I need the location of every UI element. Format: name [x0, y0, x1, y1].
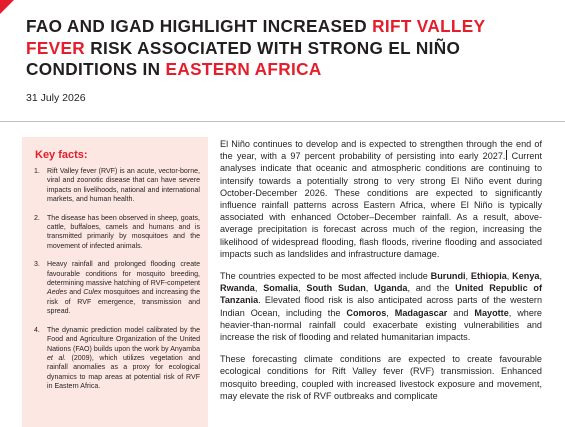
bold-text: United Republic of Tanzania	[220, 283, 543, 306]
text-run: ,	[539, 271, 542, 282]
page-title	[26, 16, 546, 81]
key-fact-text	[47, 214, 200, 252]
key-facts-heading: Key facts:	[35, 149, 88, 161]
article-body	[220, 138, 542, 412]
text-run: Heavy rainfall and prolonged flooding create favourable conditions for mosquito breeding, determining massive hatching of RVF-competent	[47, 261, 200, 288]
key-fact-item	[34, 214, 200, 252]
key-fact-number: 1.	[34, 168, 40, 175]
text-run: The countries expected to be most affected include	[220, 271, 431, 282]
key-fact-text	[47, 167, 200, 205]
text-run: ,	[254, 283, 264, 294]
italic-text: Culex	[83, 289, 102, 297]
bold-text: Ethiopia	[470, 271, 507, 282]
bold-text: Madagascar	[394, 307, 448, 318]
text-run: The dynamic prediction model calibrated by the Food and Agriculture Organization of the United Nations (FAO) builds upon the work by Anyamba	[47, 326, 200, 353]
text-run: These forecasting climate conditions are expected to create favourable ecological conditions for Rift Valley fever (RVF) transmission. Enhanced mosquito breeding, coupled with increased livestock exposure and movement, may elevate the risk of RVF outbreaks and complicate	[220, 354, 542, 401]
text-run: Current analyses indicate that oceanic and atmospheric conditions are continuing to intensify towards a potentially strong to very strong El Niño event during October-December 2026. These conditions are expected to significantly influence rainfall patterns across Eastern Africa, where El Niño is typically associated with enhanced October–December rainfall. As a result, above-average precipitation is forecast across much of the region, increasing the likelihood of widespread flooding, flash floods, riverine flooding and associated impacts such as landslides and infrastructure damage.	[220, 151, 542, 259]
italic-text: Aedes	[47, 289, 67, 297]
text-run: and	[447, 307, 475, 318]
bold-text: Kenya	[512, 271, 540, 282]
bold-text: South Sudan	[306, 283, 366, 294]
bold-text: Mayotte	[474, 307, 509, 318]
title-text: RISK ASSOCIATED WITH STRONG EL NIÑO CONDITIONS IN	[26, 37, 461, 79]
text-run: mosquitoes and increasing the risk of RVF emergence, transmission and spread.	[47, 289, 200, 316]
title-highlight: RIFT VALLEY FEVER	[26, 16, 486, 58]
corner-accent	[0, 0, 14, 14]
key-fact-number: 2.	[34, 214, 40, 222]
text-run: ,	[465, 271, 471, 282]
bold-text: Rwanda	[220, 283, 255, 294]
body-paragraph	[220, 353, 542, 402]
text-run: , where heavier-than-normal rainfall could exacerbate existing vulnerabilities and increase the risk of flooding and related humanitarian impacts.	[220, 307, 542, 343]
key-fact-number: 3.	[34, 261, 40, 269]
bold-text: Somalia	[263, 283, 299, 294]
text-run: . Elevated flood risk is also anticipated across parts of the western Indian Ocean, including the	[220, 295, 542, 318]
bold-text: Comoros	[346, 307, 387, 318]
key-fact-text	[47, 260, 200, 316]
text-run: ,	[365, 283, 375, 294]
bold-text: Uganda	[374, 283, 408, 294]
key-fact-item	[34, 326, 200, 392]
key-fact-text	[47, 326, 200, 392]
text-run: and	[66, 289, 84, 297]
text-run: ,	[298, 283, 307, 294]
text-run: Rift Valley fever (RVF) is an acute, vector-borne, viral and zoonotic disease that can have severe impacts on livelihoods, national and international markets, and human health.	[47, 168, 200, 204]
italic-text: et al.	[47, 354, 66, 362]
header-divider	[0, 121, 565, 122]
body-paragraph	[220, 270, 542, 343]
key-facts-sidebar	[22, 137, 208, 427]
text-run: ,	[386, 307, 395, 318]
key-fact-number: 4.	[34, 326, 40, 334]
text-run: ,	[506, 271, 513, 282]
key-fact-item	[34, 260, 200, 316]
publication-date: 31 July 2026	[26, 92, 86, 104]
text-run: El Niño continues to develop and is expected to strengthen through the end of the year, with a 97 percent probability of persisting into early 2027.	[220, 139, 542, 162]
text-run: The disease has been observed in sheep, goats, cattle, buffaloes, camels and humans and is transmitted primarily by mosquitoes and the movement of infected animals.	[47, 214, 200, 250]
text-run: (2009), which utilizes vegetation and rainfall anomalies as a proxy for ecological dynamics to map areas at potential risk of RVF in Eastern Africa.	[47, 354, 200, 391]
text-run: , and the	[407, 283, 456, 294]
body-paragraph	[220, 138, 542, 260]
bold-text: Burundi	[430, 271, 466, 282]
title-highlight: EASTERN AFRICA	[165, 59, 322, 79]
key-facts-list	[34, 167, 200, 401]
key-fact-item	[34, 167, 200, 205]
title-text: FAO AND IGAD HIGHLIGHT INCREASED	[26, 16, 373, 36]
